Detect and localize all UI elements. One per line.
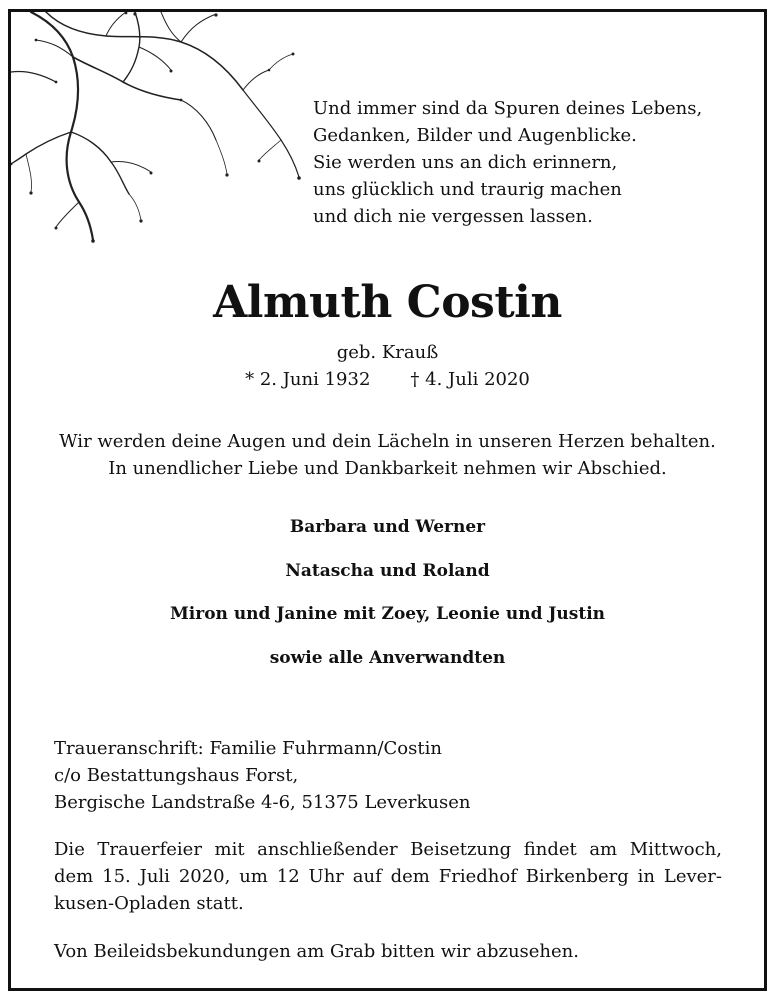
mourning-address (54, 735, 470, 816)
ceremony-info (54, 836, 722, 917)
condolence-note: Von Beileidsbekundungen am Grab bitten wir abzusehen. (54, 941, 579, 962)
family-entry: Natascha und Roland (285, 561, 490, 581)
ceremony-line: dem 15. Juli 2020, um 12 Uhr auf dem Friedhof Birkenberg in Lever- (54, 866, 722, 887)
poem-line: Und immer sind da Spuren deines Lebens, (313, 98, 703, 119)
ceremony-line: kusen-Opladen statt. (54, 893, 244, 914)
death-date: † 4. Juli 2020 (410, 369, 530, 390)
ceremony-line: Die Trauerfeier mit anschließender Beisetzung findet am Mittwoch, (54, 839, 722, 860)
verse-line: Wir werden deine Augen und dein Lächeln in unseren Herzen behalten. (59, 431, 716, 452)
poem-line: und dich nie vergessen lassen. (313, 206, 593, 227)
address-line: Traueranschrift: Familie Fuhrmann/Costin (54, 738, 442, 759)
deceased-name: Almuth Costin (213, 277, 562, 328)
poem (313, 95, 753, 230)
address-line: c/o Bestattungshaus Forst, (54, 765, 299, 786)
poem-line: uns glücklich und traurig machen (313, 179, 622, 200)
obituary-frame (8, 9, 767, 991)
family-entry: Miron und Janine mit Zoey, Leonie und Justin (169, 604, 606, 624)
verse-line: In unendlicher Liebe und Dankbarkeit nehmen wir Abschied. (108, 458, 667, 479)
poem-line: Gedanken, Bilder und Augenblicke. (313, 125, 637, 146)
maiden-name: geb. Krauß (336, 342, 439, 363)
life-dates (11, 369, 764, 390)
address-line: Bergische Landstraße 4-6, 51375 Leverkusen (54, 792, 471, 813)
family-entry: sowie alle Anverwandten (269, 648, 506, 668)
farewell-verse (11, 428, 764, 482)
family-entry: Barbara und Werner (289, 517, 486, 537)
poem-line: Sie werden uns an dich erinnern, (313, 152, 618, 173)
branches-icon (11, 12, 311, 252)
birth-date: * 2. Juni 1932 (245, 369, 371, 390)
